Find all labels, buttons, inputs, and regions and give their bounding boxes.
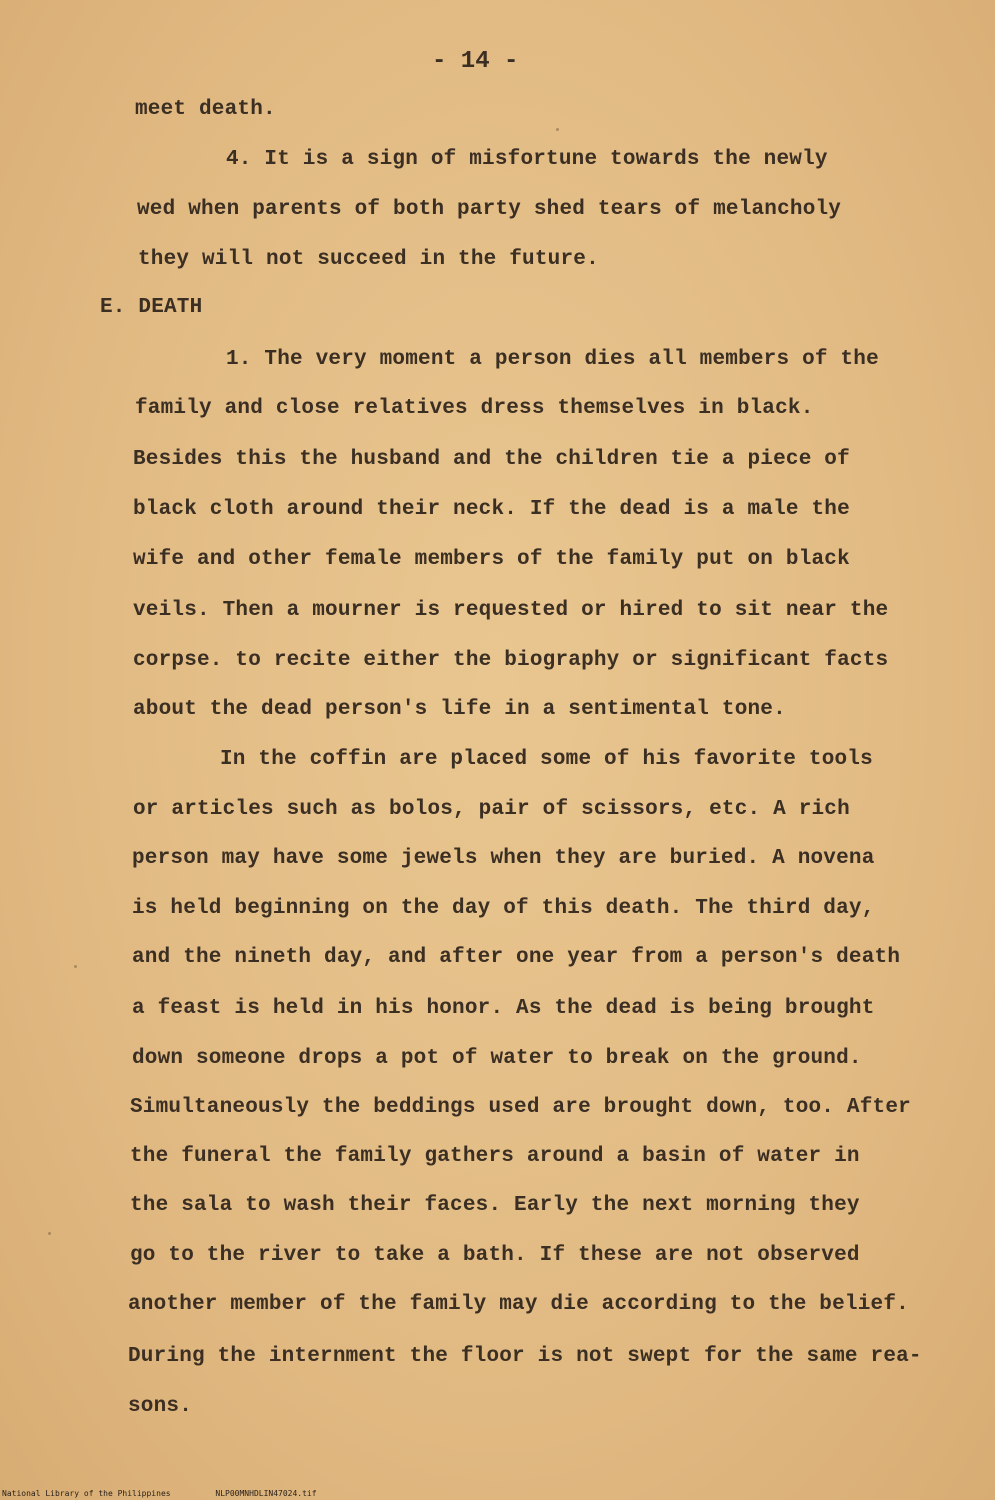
text-line: go to the river to take a bath. If these are not observed — [130, 1244, 860, 1267]
text-line: wife and other female members of the family put on black — [133, 548, 850, 571]
text-line: is held beginning on the day of this death. The third day, — [132, 897, 875, 920]
text-line: person may have some jewels when they are buried. A novena — [132, 847, 875, 870]
text-line: veils. Then a mourner is requested or hired to sit near the — [133, 599, 889, 622]
text-line: a feast is held in his honor. As the dead is being brought — [132, 997, 875, 1020]
paper-speck — [556, 128, 559, 131]
text-line: In the coffin are placed some of his favorite tools — [220, 748, 873, 771]
text-line: 1. The very moment a person dies all members of the — [226, 348, 879, 371]
text-line: about the dead person's life in a sentimental tone. — [133, 698, 786, 721]
footer — [2, 1489, 357, 1499]
text-line: wed when parents of both party shed tears of melancholy — [137, 198, 842, 221]
text-line: Simultaneously the beddings used are brought down, too. After — [130, 1096, 911, 1119]
text-line: and the nineth day, and after one year from a person's death — [132, 946, 901, 969]
paper-speck — [48, 1232, 51, 1235]
text-line: family and close relatives dress themselves in black. — [135, 397, 814, 420]
text-line: down someone drops a pot of water to break on the ground. — [132, 1047, 862, 1070]
text-line: they will not succeed in the future. — [138, 248, 599, 271]
text-line: 4. It is a sign of misfortune towards the newly — [226, 148, 828, 171]
text-line: Besides this the husband and the children tie a piece of — [133, 448, 850, 471]
text-line: sons. — [128, 1395, 193, 1418]
text-line: black cloth around their neck. If the dead is a male the — [133, 498, 850, 521]
paper-speck — [74, 965, 77, 968]
footer-library: National Library of the Philippines — [2, 1489, 171, 1498]
text-line: During the internment the floor is not swept for the same rea- — [128, 1345, 922, 1368]
text-line: the sala to wash their faces. Early the next morning they — [130, 1194, 860, 1217]
text-line: corpse. to recite either the biography or significant facts — [133, 649, 889, 672]
text-line: meet death. — [135, 98, 276, 121]
text-line: the funeral the family gathers around a basin of water in — [130, 1145, 860, 1168]
page-number: - 14 - — [432, 48, 519, 75]
text-line: or articles such as bolos, pair of scissors, etc. A rich — [133, 798, 850, 821]
footer-filename: NLP00MNHDLIN47024.tif — [215, 1489, 317, 1498]
text-line: another member of the family may die according to the belief. — [128, 1293, 909, 1316]
section-heading: E. DEATH — [100, 296, 203, 319]
